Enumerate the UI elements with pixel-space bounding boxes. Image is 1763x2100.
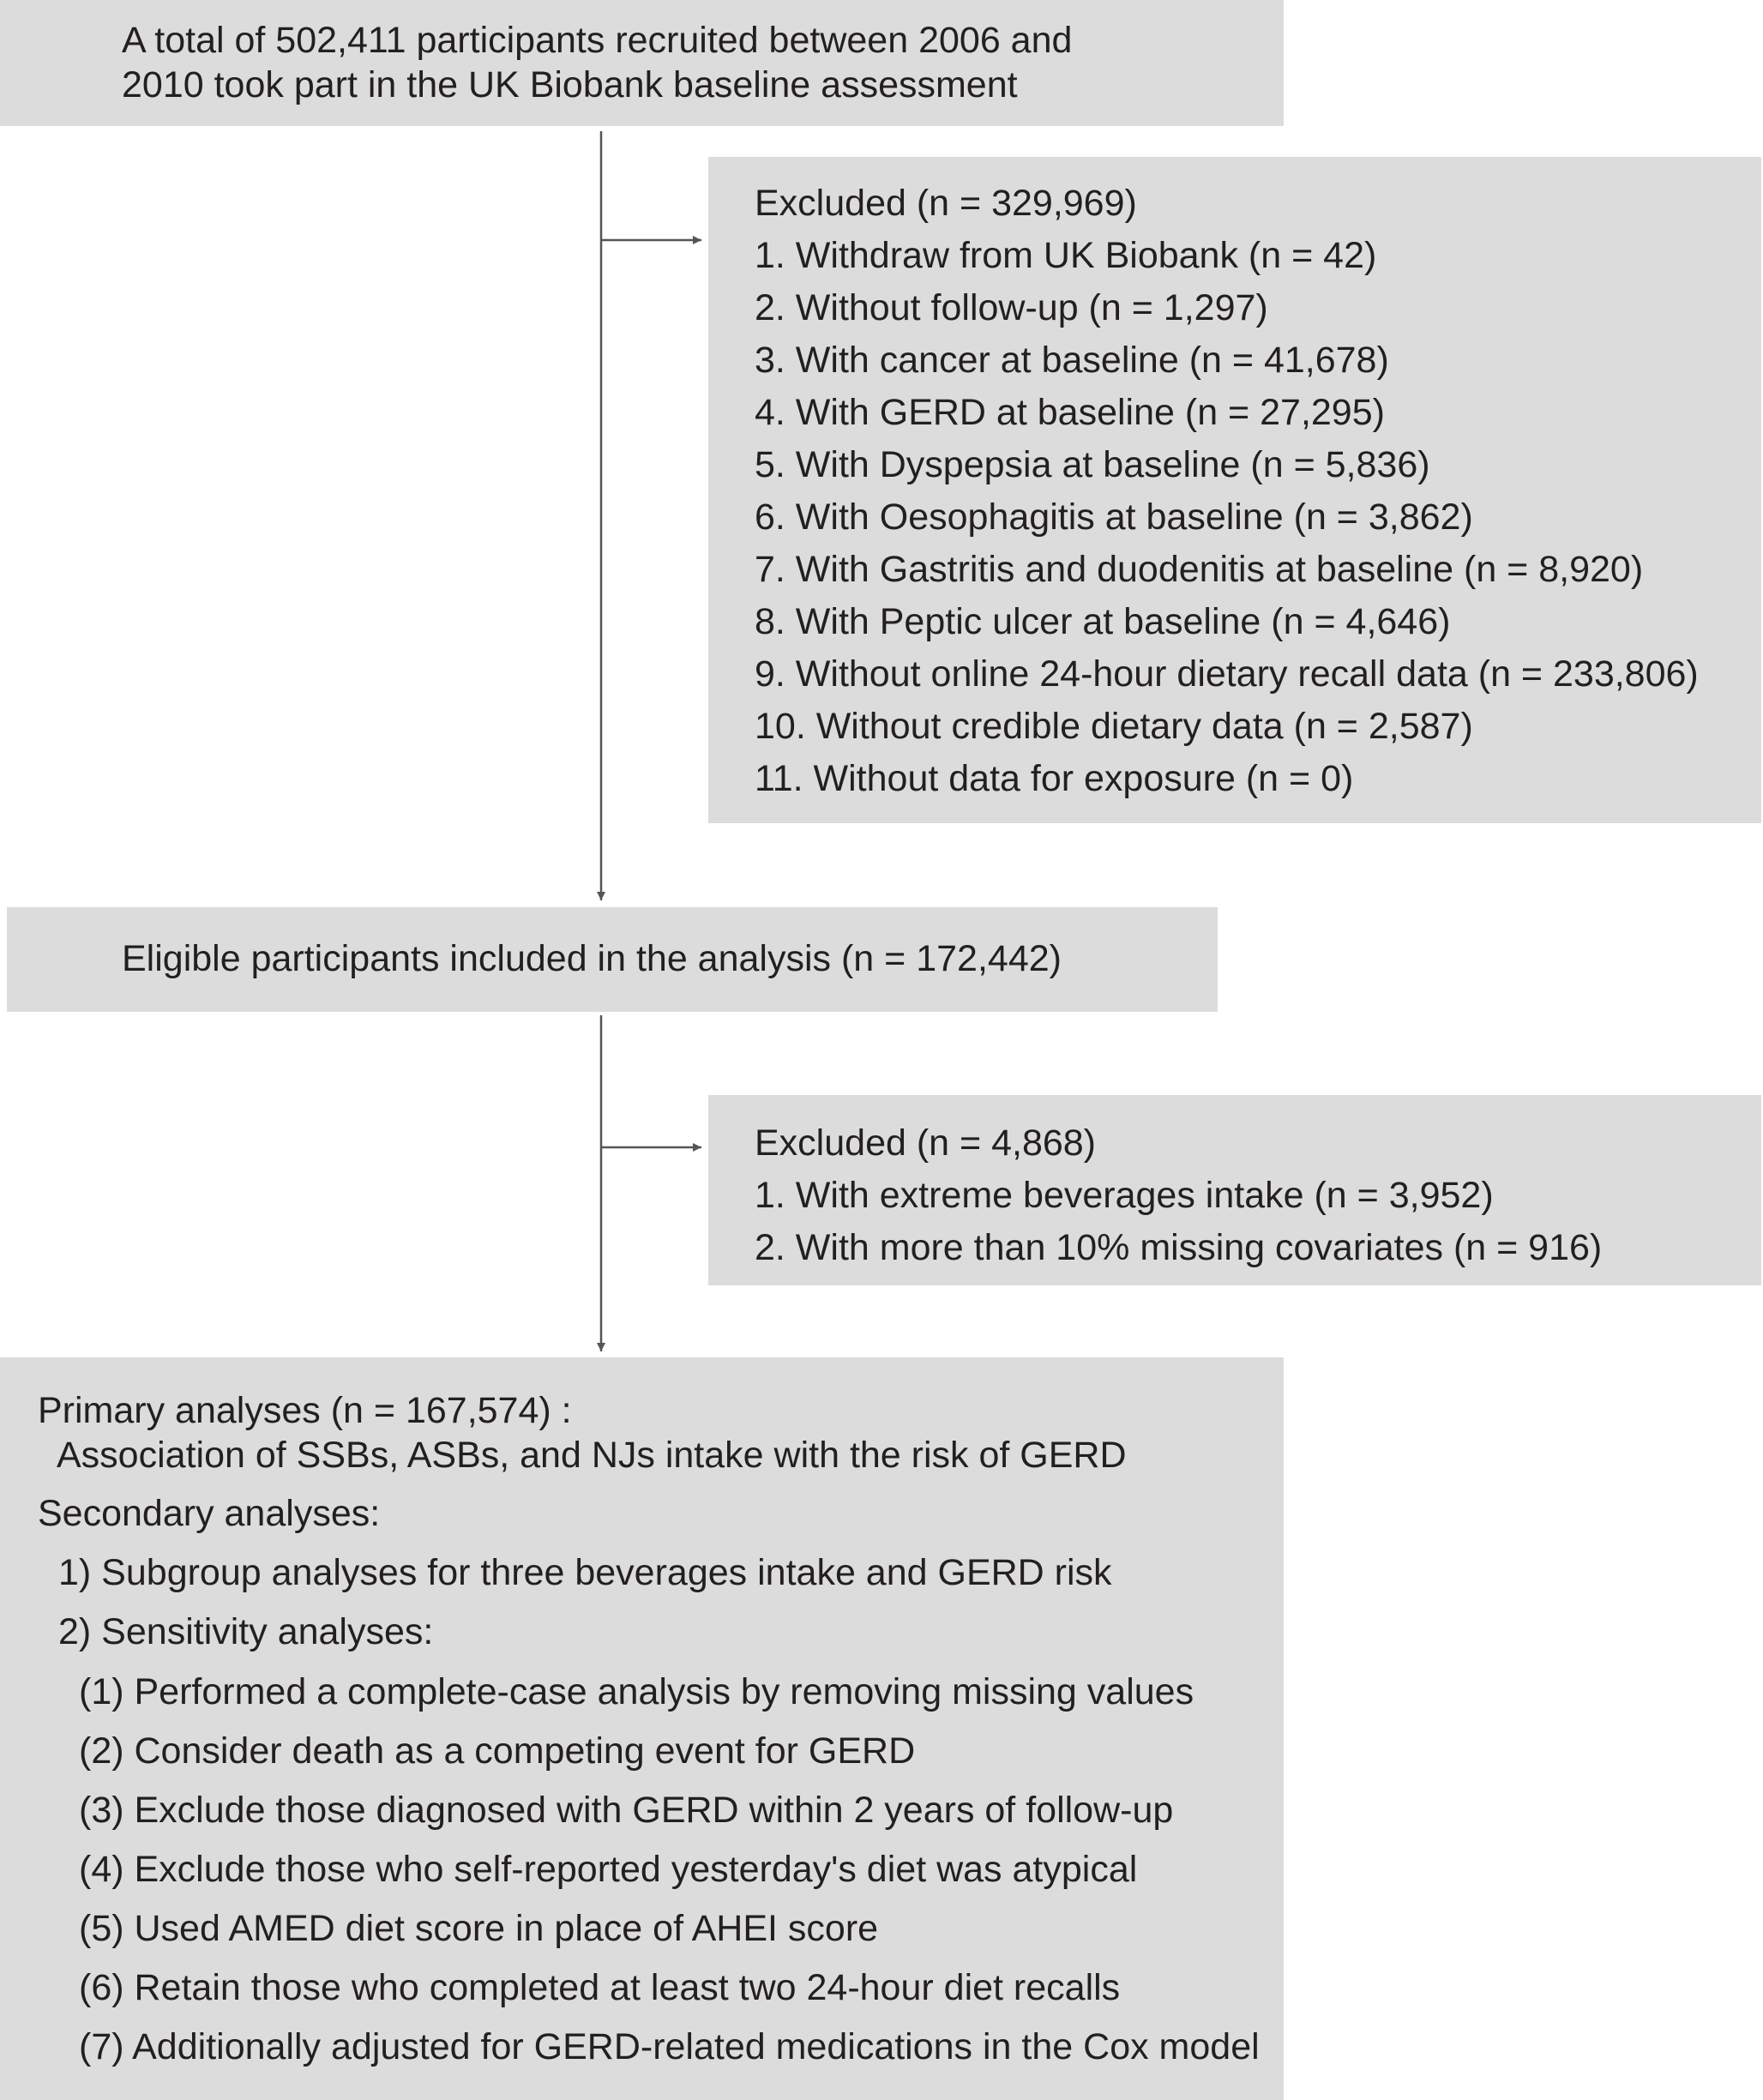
excluded-1-item: 8. With Peptic ulcer at baseline (n = 4,646): [755, 601, 1451, 642]
sensitivity-item: (3) Exclude those diagnosed with GERD within 2 years of follow-up: [79, 1790, 1174, 1831]
sensitivity-item: (6) Retain those who completed at least two 24-hour diet recalls: [79, 1967, 1121, 2008]
secondary-analyses-title: Secondary analyses:: [38, 1493, 381, 1534]
excluded-1-item: 10. Without credible dietary data (n = 2,587): [755, 706, 1473, 747]
excluded-1-item: 4. With GERD at baseline (n = 27,295): [755, 392, 1385, 433]
excluded-1-item: 6. With Oesophagitis at baseline (n = 3,862): [755, 496, 1473, 538]
sensitivity-item: (2) Consider death as a competing event for GERD: [79, 1730, 916, 1772]
analyses-box: [0, 1357, 1284, 2100]
excluded-1-item: 7. With Gastritis and duodenitis at baseline (n = 8,920): [755, 549, 1644, 590]
sensitivity-item: (1) Performed a complete-case analysis by removing missing values: [79, 1671, 1194, 1712]
baseline-text-line-2: 2010 took part in the UK Biobank baseline assessment: [122, 64, 1018, 105]
baseline-box: [0, 0, 1284, 126]
excluded-2-item: 2. With more than 10% missing covariates (n = 916): [755, 1227, 1603, 1268]
excluded-2-title: Excluded (n = 4,868): [755, 1122, 1097, 1164]
sensitivity-item: (7) Additionally adjusted for GERD-related medications in the Cox model: [79, 2026, 1260, 2067]
sensitivity-analyses-title: 2) Sensitivity analyses:: [58, 1611, 434, 1652]
primary-analyses-desc: Association of SSBs, ASBs, and NJs intake with the risk of GERD: [57, 1435, 1127, 1476]
excluded-1-item: 3. With cancer at baseline (n = 41,678): [755, 340, 1389, 381]
excluded-2-item: 1. With extreme beverages intake (n = 3,952): [755, 1175, 1494, 1216]
excluded-1-item: 5. With Dyspepsia at baseline (n = 5,836): [755, 444, 1430, 485]
primary-analyses-title: Primary analyses (n = 167,574) :: [38, 1390, 572, 1431]
excluded-box-1: [708, 157, 1761, 823]
excluded-1-item: 1. Withdraw from UK Biobank (n = 42): [755, 235, 1377, 276]
sensitivity-item: (4) Exclude those who self-reported yesterday's diet was atypical: [79, 1849, 1138, 1890]
baseline-text-line-1: A total of 502,411 participants recruited between 2006 and: [122, 20, 1073, 61]
sensitivity-item: (5) Used AMED diet score in place of AHEI score: [79, 1908, 879, 1949]
excluded-1-item: 11. Without data for exposure (n = 0): [755, 758, 1354, 799]
eligible-text: Eligible participants included in the analysis (n = 172,442): [122, 938, 1062, 979]
excluded-1-item: 2. Without follow-up (n = 1,297): [755, 287, 1268, 328]
subgroup-analyses: 1) Subgroup analyses for three beverages intake and GERD risk: [58, 1552, 1112, 1593]
excluded-1-item: 9. Without online 24-hour dietary recall data (n = 233,806): [755, 653, 1699, 695]
excluded-1-title: Excluded (n = 329,969): [755, 183, 1137, 224]
eligible-box: [7, 907, 1218, 1012]
excluded-box-2: [708, 1095, 1761, 1285]
